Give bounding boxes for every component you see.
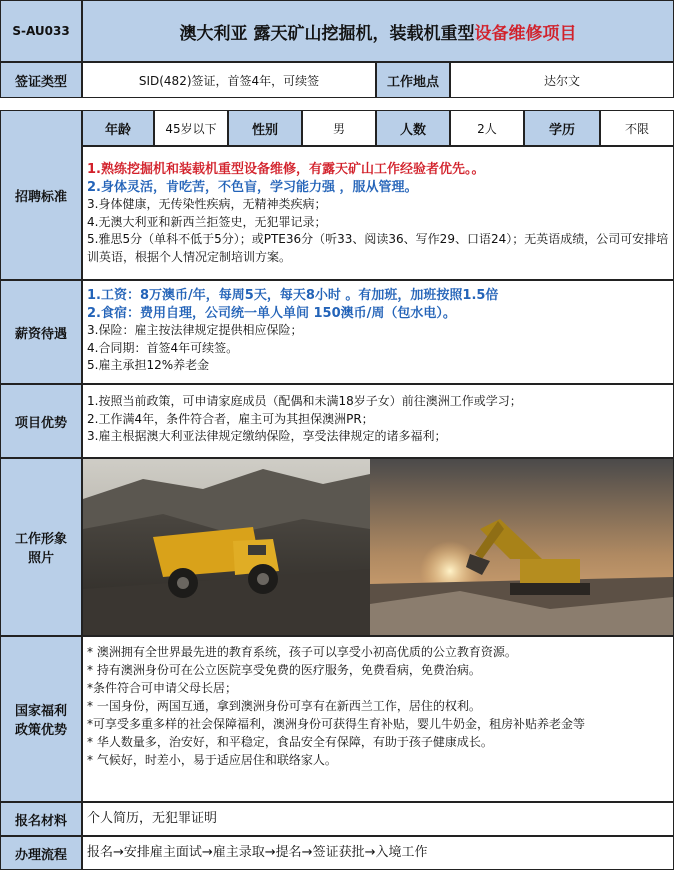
advantages-content — [82, 384, 674, 458]
criteria-item-1: 1.熟练挖掘机和装载机重型设备维修，有露天矿山工作经验者优先。。 — [87, 162, 485, 177]
title-highlight: 设备维修项目 — [474, 23, 577, 44]
salary-item-5: 5.雇主承担12%养老金 — [87, 358, 210, 372]
salary-item-3: 3.保险：雇主按法律规定提供相应保险； — [87, 323, 303, 337]
welfare-item-6: * 华人数量多，治安好，和平稳定，食品安全有保障，有助于孩子健康成长。 — [87, 735, 493, 749]
photos-cell — [82, 458, 674, 636]
salary-label: 薪资待遇 — [0, 280, 82, 384]
work-location-label: 工作地点 — [376, 62, 450, 98]
materials-value: 个人简历，无犯罪证明 — [82, 802, 674, 836]
welfare-content — [82, 636, 674, 802]
welfare-item-4: * 一国身份，两国互通，拿到澳洲身份可享有在新西兰工作，居住的权利。 — [87, 699, 481, 713]
photos-label-line2: 照片 — [27, 551, 54, 566]
advantage-item-1: 1.按照当前政策，可申请家庭成员（配偶和未满18岁子女）前往澳洲工作或学习； — [87, 394, 522, 408]
welfare-item-1: * 澳洲拥有全世界最先进的教育系统，孩子可以享受小初高优质的公立教育资源。 — [87, 645, 517, 659]
dump-truck-image — [83, 459, 370, 635]
criteria-item-2: 2.身体灵活，肯吃苦，不色盲，学习能力强 ，服从管理。 — [87, 179, 418, 195]
visa-type-value: SID(482)签证，首签4年，可续签 — [82, 62, 376, 98]
advantages-label: 项目优势 — [0, 384, 82, 458]
process-label: 办理流程 — [0, 836, 82, 870]
age-value: 45岁以下 — [154, 110, 228, 146]
education-value: 不限 — [600, 110, 674, 146]
salary-item-4: 4.合同期：首签4年可续签。 — [87, 340, 239, 355]
visa-type-label: 签证类型 — [0, 62, 82, 98]
criteria-label: 招聘标准 — [0, 110, 82, 280]
welfare-label-line2: 政策优势 — [14, 723, 67, 738]
headcount-value: 2人 — [450, 110, 524, 146]
age-label: 年龄 — [82, 110, 154, 146]
gender-label: 性别 — [228, 110, 302, 146]
salary-item-1: 1.工资：8万澳币/年，每周5天，每天8小时 。有加班，加班按照1.5倍 — [87, 288, 499, 303]
advantage-item-2: 2.工作满4年，条件符合者，雇主可为其担保澳洲PR； — [87, 411, 374, 426]
welfare-label — [0, 636, 82, 802]
headcount-label: 人数 — [376, 110, 450, 146]
photos-label-line1: 工作形象 — [14, 532, 67, 547]
project-code: S-AU033 — [0, 0, 82, 62]
salary-content — [82, 280, 674, 384]
welfare-item-5: *可享受多重多样的社会保障福利，澳洲身份可获得生育补贴，婴儿牛奶金，租房补贴养老金等 — [87, 717, 586, 731]
education-label: 学历 — [524, 110, 600, 146]
welfare-item-2: * 持有澳洲身份可在公立医院享受免费的医疗服务，免费看病，免费治病。 — [87, 663, 481, 677]
process-value: 报名→安排雇主面试→雇主录取→提名→签证获批→入境工作 — [82, 836, 674, 870]
excavator-photo — [370, 459, 673, 635]
criteria-item-4: 4.无澳大利亚和新西兰拒签史，无犯罪记录； — [87, 214, 327, 229]
photos-label — [0, 458, 82, 636]
criteria-item-3: 3.身体健康，无传染性疾病，无精神类疾病； — [87, 197, 327, 211]
welfare-label-line1: 国家福利 — [14, 704, 67, 719]
advantage-item-3: 3.雇主根据澳大利亚法律规定缴纳保险，享受法律规定的诸多福利； — [87, 429, 447, 443]
excavator-image — [370, 459, 673, 635]
welfare-item-3: *条件符合可申请父母长居； — [87, 681, 238, 695]
welfare-item-7: * 气候好，时差小，易于适应居住和联络家人。 — [87, 753, 337, 767]
work-location-value: 达尔文 — [450, 62, 674, 98]
title-main: 澳大利亚 露天矿山挖掘机，装载机重型 — [179, 23, 475, 44]
page-title — [82, 0, 674, 62]
dump-truck-photo — [83, 459, 370, 635]
materials-label: 报名材料 — [0, 802, 82, 836]
criteria-item-5: 5.雅思5分（单科不低于5分）；或PTE36分（听33、阅读36、写作29、口语24）；无英语成绩，公司可安排培训英语，根据个人情况定制培训方案。 — [87, 232, 669, 264]
gender-value: 男 — [302, 110, 376, 146]
criteria-content — [82, 146, 674, 280]
salary-item-2: 2.食宿：费用自理，公司统一单人单间 150澳币/周（包水电）。 — [87, 305, 456, 321]
